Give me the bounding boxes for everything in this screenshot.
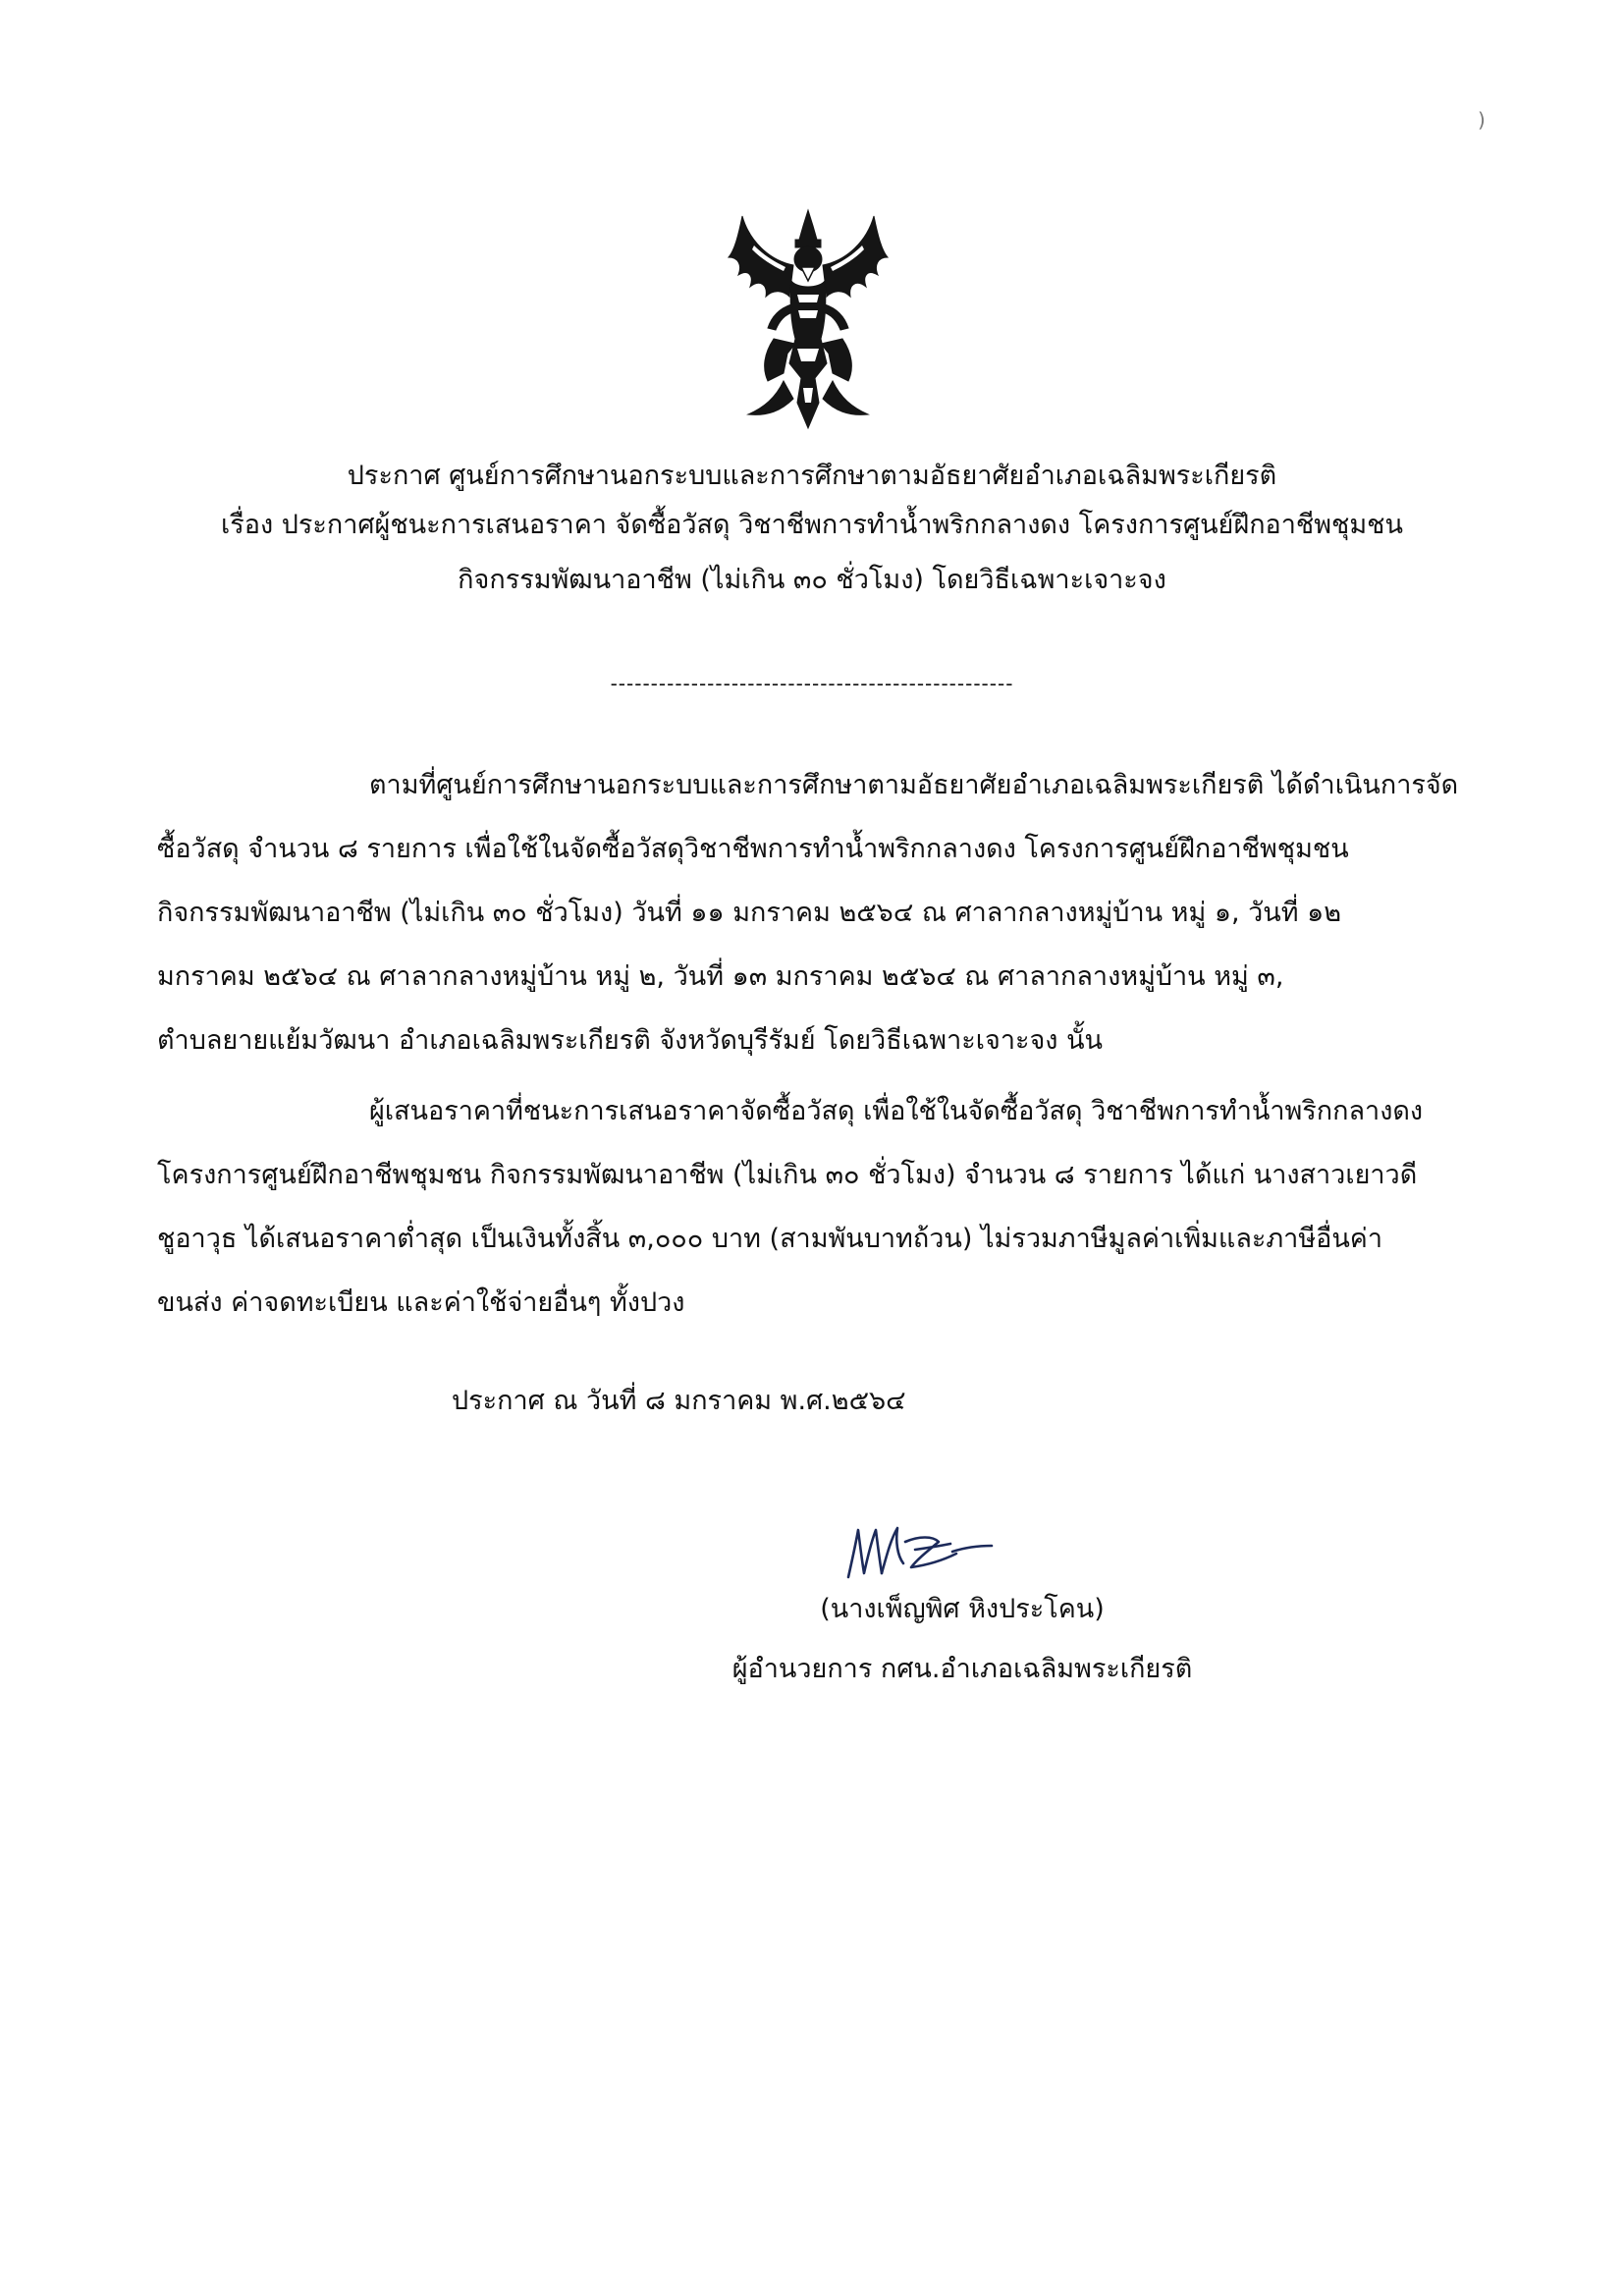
paragraph2-line: ผู้เสนอราคาที่ชนะการเสนอราคาจัดซื้อวัสดุ เพื่อใช้ในจัดซื้อวัสดุ วิชาชีพการทำน้ำพริกกลางดง	[369, 1096, 1424, 1126]
announcement-subject-line2: เรื่อง ประกาศผู้ชนะการเสนอราคา จัดซื้อวัสดุ วิชาชีพการทำน้ำพริกกลางดง โครงการศูนย์ฝึกอาชีพชุมชน	[221, 510, 1403, 540]
signatory-name: (นางเพ็ญพิศ หิงประโคน)	[820, 1594, 1105, 1624]
paragraph2-line: ขนส่ง ค่าจดทะเบียน และค่าใช้จ่ายอื่นๆ ทั้งปวง	[157, 1287, 685, 1318]
announcement-title-line1: ประกาศ ศูนย์การศึกษานอกระบบและการศึกษาตามอัธยาศัยอำเภอเฉลิมพระเกียรติ	[347, 461, 1277, 491]
signatory-position: ผู้อำนวยการ กศน.อำเภอเฉลิมพระเกียรติ	[731, 1654, 1193, 1684]
paragraph1-line: กิจกรรมพัฒนาอาชีพ (ไม่เกิน ๓๐ ชั่วโมง) วันที่ ๑๑ มกราคม ๒๕๖๔ ณ ศาลากลางหมู่บ้าน หมู่ ๑, วันที่ ๑๒	[157, 898, 1342, 928]
paragraph1-line: มกราคม ๒๕๖๔ ณ ศาลากลางหมู่บ้าน หมู่ ๒, วันที่ ๑๓ มกราคม ๒๕๖๔ ณ ศาลากลางหมู่บ้าน หมู่ ๓,	[157, 961, 1284, 992]
paragraph2-line: ชูอาวุธ ได้เสนอราคาต่ำสุด เป็นเงินทั้งสิ้น ๓,๐๐๐ บาท (สามพันบาทถ้วน) ไม่รวมภาษีมูลค่าเพิ่มและภาษีอื่นค่า	[157, 1224, 1383, 1254]
garuda-emblem-icon	[725, 206, 892, 432]
paragraph1-line: ตามที่ศูนย์การศึกษานอกระบบและการศึกษาตามอัธยาศัยอำเภอเฉลิมพระเกียรติ ได้ดำเนินการจัด	[369, 770, 1459, 800]
header-divider: --------------------------------------------------	[610, 672, 1014, 695]
scan-artifact: )	[1478, 108, 1486, 132]
handwritten-signature	[835, 1512, 1001, 1591]
paragraph1-line: ซื้อวัสดุ จำนวน ๘ รายการ เพื่อใช้ในจัดซื้อวัสดุวิชาชีพการทำน้ำพริกกลางดง โครงการศูนย์ฝึกอาชีพชุมชน	[157, 834, 1349, 864]
announcement-date: ประกาศ ณ วันที่ ๘ มกราคม พ.ศ.๒๕๖๔	[452, 1386, 906, 1416]
paragraph1-line: ตำบลยายแย้มวัฒนา อำเภอเฉลิมพระเกียรติ จังหวัดบุรีรัมย์ โดยวิธีเฉพาะเจาะจง นั้น	[157, 1025, 1103, 1056]
paragraph2-line: โครงการศูนย์ฝึกอาชีพชุมชน กิจกรรมพัฒนาอาชีพ (ไม่เกิน ๓๐ ชั่วโมง) จำนวน ๘ รายการ ได้แก่ นางสาวเยาวดี	[157, 1160, 1418, 1190]
announcement-subject-line3: กิจกรรมพัฒนาอาชีพ (ไม่เกิน ๓๐ ชั่วโมง) โดยวิธีเฉพาะเจาะจง	[458, 565, 1166, 595]
